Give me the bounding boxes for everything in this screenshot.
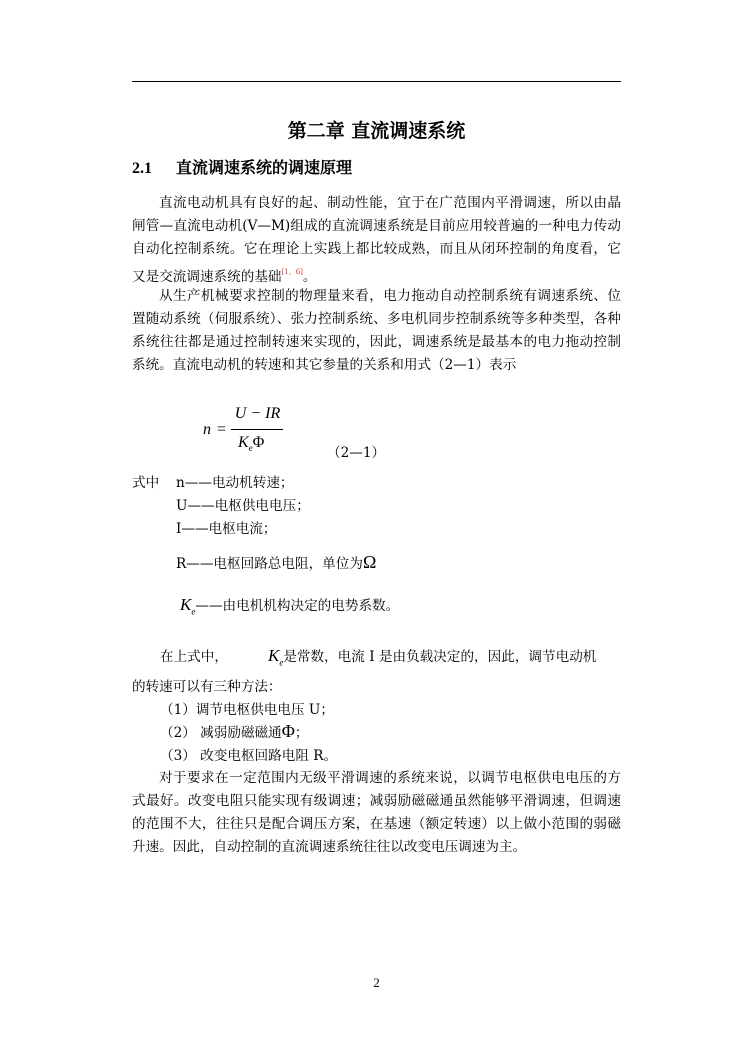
- ohm-symbol: Ω: [362, 552, 377, 572]
- paragraph-3-line-2: 的转速可以有三种方法：: [132, 679, 282, 695]
- definition-u: U——电枢供电电压；: [176, 498, 310, 514]
- header-rule: [132, 81, 621, 82]
- ke-symbol-inline: $K_e$: [267, 646, 284, 668]
- definition-ke: $K_e——$由电机机构决定的电势系数。: [180, 595, 400, 617]
- formula-numerator: U − IR: [234, 405, 281, 422]
- method-1: （1）调节电枢供电电压 U；: [160, 702, 334, 718]
- page-number: 2: [373, 975, 380, 990]
- citation: [1，6]: [281, 268, 303, 276]
- paragraph-3-line-1: 在上式中， $K_e$是常数，电流 I 是由负载决定的，因此，调节电动机: [160, 646, 597, 668]
- method-3: （3） 改变电枢回路电阻 R。: [160, 748, 338, 764]
- method-2: （2） 减弱励磁磁通Φ；: [160, 721, 309, 741]
- chapter-title: 第二章 直流调速系统: [287, 120, 466, 142]
- paragraph-2: 从生产机械要求控制的物理量来看，电力拖动自动控制系统有调速系统、位置随动系统（伺服系统）、张力控制系统、多电机同步控制系统等多种类型，各种系统往往都是通过控制转速来实现的，因此，调速系统是最基本的电力拖动控制系统。直流电动机的转速和其它参量的关系和用式（2—1）表示: [132, 288, 621, 373]
- definition-n: n——电动机转速；: [176, 475, 294, 491]
- formula-lhs: n: [203, 421, 211, 438]
- definition-i: I——电枢电流；: [176, 521, 277, 537]
- paragraph-4: 对于要求在一定范围内无级平滑调速的系统来说，以调节电枢供电电压的方式最好。改变电阻只能实现有级调速；减弱励磁磁通虽然能够平滑调速，但调速的范围不大，往往只是配合调压方案，在基速（额定转速）以上做小范围的弱磁升速。因此，自动控制的直流调速系统往往以改变电压调速为主。: [132, 770, 621, 855]
- equation-number: （2—1）: [327, 445, 386, 461]
- paragraph-1: [132, 192, 621, 289]
- section-heading: [132, 155, 352, 178]
- fraction-bar: [231, 429, 283, 430]
- paragraph-1-text: 直流电动机具有良好的起、制动性能，宜于在广范围内平滑调速，所以由晶闸管—直流电动机(V—M)组成的直流调速系统是目前应用较普遍的一种电力传动自动化控制系统。它在理论上实践上都比较成熟，而且从闭环控制的角度看，它又是交流调速系统的基础: [132, 195, 621, 285]
- formula-equals: =: [217, 421, 227, 438]
- section-number: 2.1: [132, 160, 152, 177]
- definition-r: R——电枢回路总电阻，单位为Ω: [176, 552, 377, 572]
- definitions-intro: 式中: [132, 475, 160, 491]
- formula-denominator: $K_e\Phi$: [238, 434, 265, 454]
- paragraph-1-end: 。: [302, 269, 317, 285]
- section-title: 直流调速系统的调速原理: [176, 158, 353, 177]
- phi-symbol: Φ: [281, 721, 295, 741]
- ke-symbol: $K_e$: [180, 595, 196, 617]
